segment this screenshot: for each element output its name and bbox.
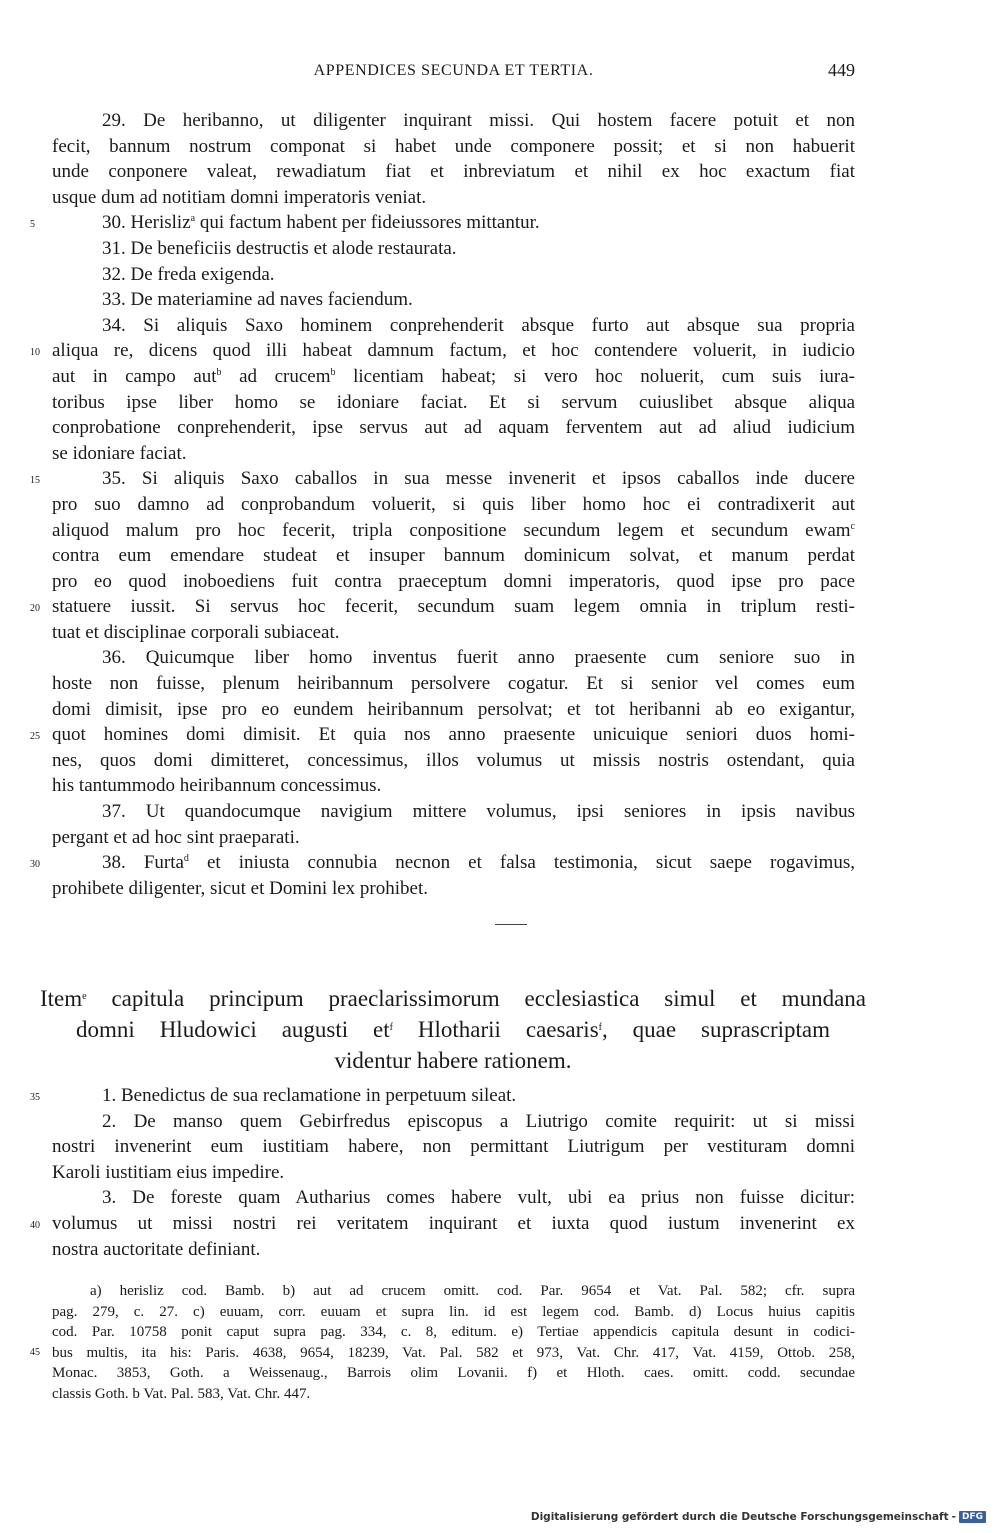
- text-line: 15 35. Si aliquis Saxo caballos in sua messe invenerit et ipsos caballos inde ducere: [52, 466, 855, 492]
- footnote-line: a) herisliz cod. Bamb. b) aut ad crucem omitt. cod. Par. 9654 et Vat. Pal. 582; cfr. supra: [90, 1283, 855, 1299]
- section-heading: [40, 983, 866, 1076]
- text-line: conprobatione conprehenderit, ipse servus aut ad aquam ferventem aut ad aliud iudicium: [52, 417, 855, 439]
- line-number: 45: [30, 1346, 40, 1358]
- text-line: toribus ipse liber homo se idoniare faciat. Et si servum cuiuslibet absque aliqua: [52, 391, 855, 413]
- text-line: pro eo quod inoboediens fuit contra praeceptum domni imperatoris, quod ipse pro pace: [52, 570, 855, 592]
- text-line: Karoli iustitiam eius impedire.: [52, 1161, 285, 1183]
- line-number: 40: [30, 1219, 40, 1231]
- line-number: 20: [30, 603, 40, 615]
- footnote-line: 45 bus multis, ita his: Paris. 4638, 9654, 18239, Vat. Pal. 582 et 973, Vat. Chr. 417, Vat. 4159, Ottob. 258,: [52, 1343, 855, 1364]
- text-line: 32. De freda exigenda.: [102, 263, 275, 285]
- text-line: 5 30. Herisliz$^a$ qui factum habent per fideiussores mittantur.: [52, 210, 855, 236]
- text-line: tuat et disciplinae corporali subiaceat.: [52, 621, 340, 643]
- text-line: his tantummodo heiribannum concessimus.: [52, 775, 382, 797]
- stamp-text: Digitalisierung gefördert durch die Deutsche Forschungsgemeinschaft: [530, 1511, 949, 1523]
- digitization-stamp: Digitalisierung gefördert durch die Deutsche Forschungsgemeinschaft - DFG: [531, 1510, 986, 1524]
- text-line: se idoniare faciat.: [52, 442, 187, 464]
- text-line: nes, quos domi dimitteret, concessimus, illos volumus ut missis nostris ostendant, quia: [52, 749, 855, 771]
- text-line: hoste non fuisse, plenum heiribannum persolvere cogatur. Et si senior vel comes eum: [52, 673, 855, 695]
- line-number: 35: [30, 1092, 40, 1103]
- line-number: 15: [30, 475, 40, 487]
- line-number: 5: [30, 219, 35, 231]
- text-line: nostra auctoritate definiant.: [52, 1238, 261, 1260]
- text-line: 31. De beneficiis destructis et alode restaurata.: [102, 237, 457, 259]
- text-line: 3. De foreste quam Autharius comes habere vult, ubi ea prius non fuisse dicitur:: [102, 1187, 855, 1209]
- text-line: 37. Ut quandocumque navigium mittere volumus, ipsi seniores in ipsis navibus: [102, 801, 855, 823]
- page-number: 449: [828, 60, 855, 80]
- line-number: 25: [30, 731, 40, 743]
- running-title: APPENDICES SECUNDA ET TERTIA.: [313, 62, 594, 79]
- text-line: pergant et ad hoc sint praeparati.: [52, 826, 300, 848]
- footnote-line: cod. Par. 10758 ponit caput supra pag. 334, c. 8, editum. e) Tertiae appendicis capitula desunt in codici-: [52, 1324, 855, 1341]
- text-line: 36. Quicumque liber homo inventus fuerit anno praesente cum seniore suo in: [102, 647, 855, 669]
- heading-line: videntur habere rationem.: [334, 1048, 572, 1073]
- text-line: contra eum emendare studeat et insuper bannum dominicum solvat, et manum perdat: [52, 545, 855, 567]
- text-line: 33. De materiamine ad naves faciendum.: [102, 289, 413, 311]
- footnote-line: pag. 279, c. 27. c) euuam, corr. euuam et supra lin. id est legem cod. Bamb. d) Locus huius capitis: [52, 1303, 855, 1320]
- body-text-appendix-tertia: [30, 1083, 855, 1262]
- footnotes: [30, 1281, 855, 1405]
- body-text-appendix-secunda: [30, 108, 855, 901]
- footnote-line: Monac. 3853, Goth. a Weissenaug., Barrois olim Lovanii. f) et Hloth. caes. omitt. codd. secundae: [52, 1365, 855, 1382]
- text-line: 10 aliqua re, dicens quod illi habeat damnum factum, et hoc contendere voluerit, in iudicio: [52, 338, 855, 364]
- text-line: fecit, bannum nostrum componat si habet unde componere possit; et si non habuerit: [52, 135, 855, 157]
- text-line: 35 1. Benedictus de sua reclamatione in perpetuum sileat.: [52, 1083, 855, 1109]
- line-number: 30: [30, 859, 40, 871]
- text-line: nostri invenerint eum iustitiam habere, non permittant Liutrigum per vestituram domni: [52, 1136, 855, 1158]
- dfg-logo-icon: DFG: [959, 1511, 986, 1523]
- text-line: 25 quot homines domi dimisit. Et quia nos anno praesente unicuique seniori duos homi-: [52, 722, 855, 748]
- footnote-line: classis Goth. b Vat. Pal. 583, Vat. Chr. 447.: [52, 1385, 311, 1402]
- text-line: 20 statuere iussit. Si servus hoc fecerit, secundum suam legem omnia in triplum resti-: [52, 594, 855, 620]
- text-line: prohibete diligenter, sicut et Domini lex prohibet.: [52, 877, 428, 899]
- text-line: 29. De heribanno, ut diligenter inquirant missi. Qui hostem facere potuit et non: [102, 110, 855, 131]
- running-head: [52, 62, 855, 88]
- text-line: 30 38. Furta$^d$ et iniusta connubia necnon et falsa testimonia, sicut saepe rogavimus,: [52, 850, 855, 876]
- line-number: 10: [30, 347, 40, 359]
- text-line: pro suo damno ad conprobandum voluerit, si quis liber homo hoc ei contradixerit aut: [52, 493, 855, 515]
- text-line: usque dum ad notitiam domni imperatoris veniat.: [52, 186, 427, 208]
- text-line: aut in campo aut$^b$ ad crucem$^b$ licentiam habeat; si vero hoc noluerit, cum suis iura-: [52, 365, 855, 387]
- text-line: aliquod malum pro hoc fecerit, tripla conpositione secundum legem et secundum ewam$^c$: [52, 519, 855, 541]
- text-line: 2. De manso quem Gebirfredus episcopus a Liutrigo comite requirit: ut si missi: [102, 1110, 855, 1132]
- heading-line: domni Hludowici augusti $et^f$ Hlotharii caesaris$^f$, quae suprascriptam: [76, 1017, 831, 1042]
- text-line: 40 volumus ut missi nostri rei veritatem inquirant et iuxta quod iustum invenerint ex: [52, 1211, 855, 1237]
- text-line: unde conponere valeat, rewadiatum fiat et inbreviatum et nihil ex hoc exactum fiat: [52, 161, 855, 183]
- heading-line: Item$^e$ capitula principum praeclarissimorum ecclesiastica simul et mundana: [40, 986, 866, 1011]
- text-line: 34. Si aliquis Saxo hominem conprehenderit absque furto aut absque sua propria: [102, 314, 855, 336]
- section-divider: [495, 924, 527, 925]
- text-line: domi dimisit, ipse pro eo eundem heiribannum persolvat; et tot heribanni ab eo exigantur,: [52, 698, 855, 720]
